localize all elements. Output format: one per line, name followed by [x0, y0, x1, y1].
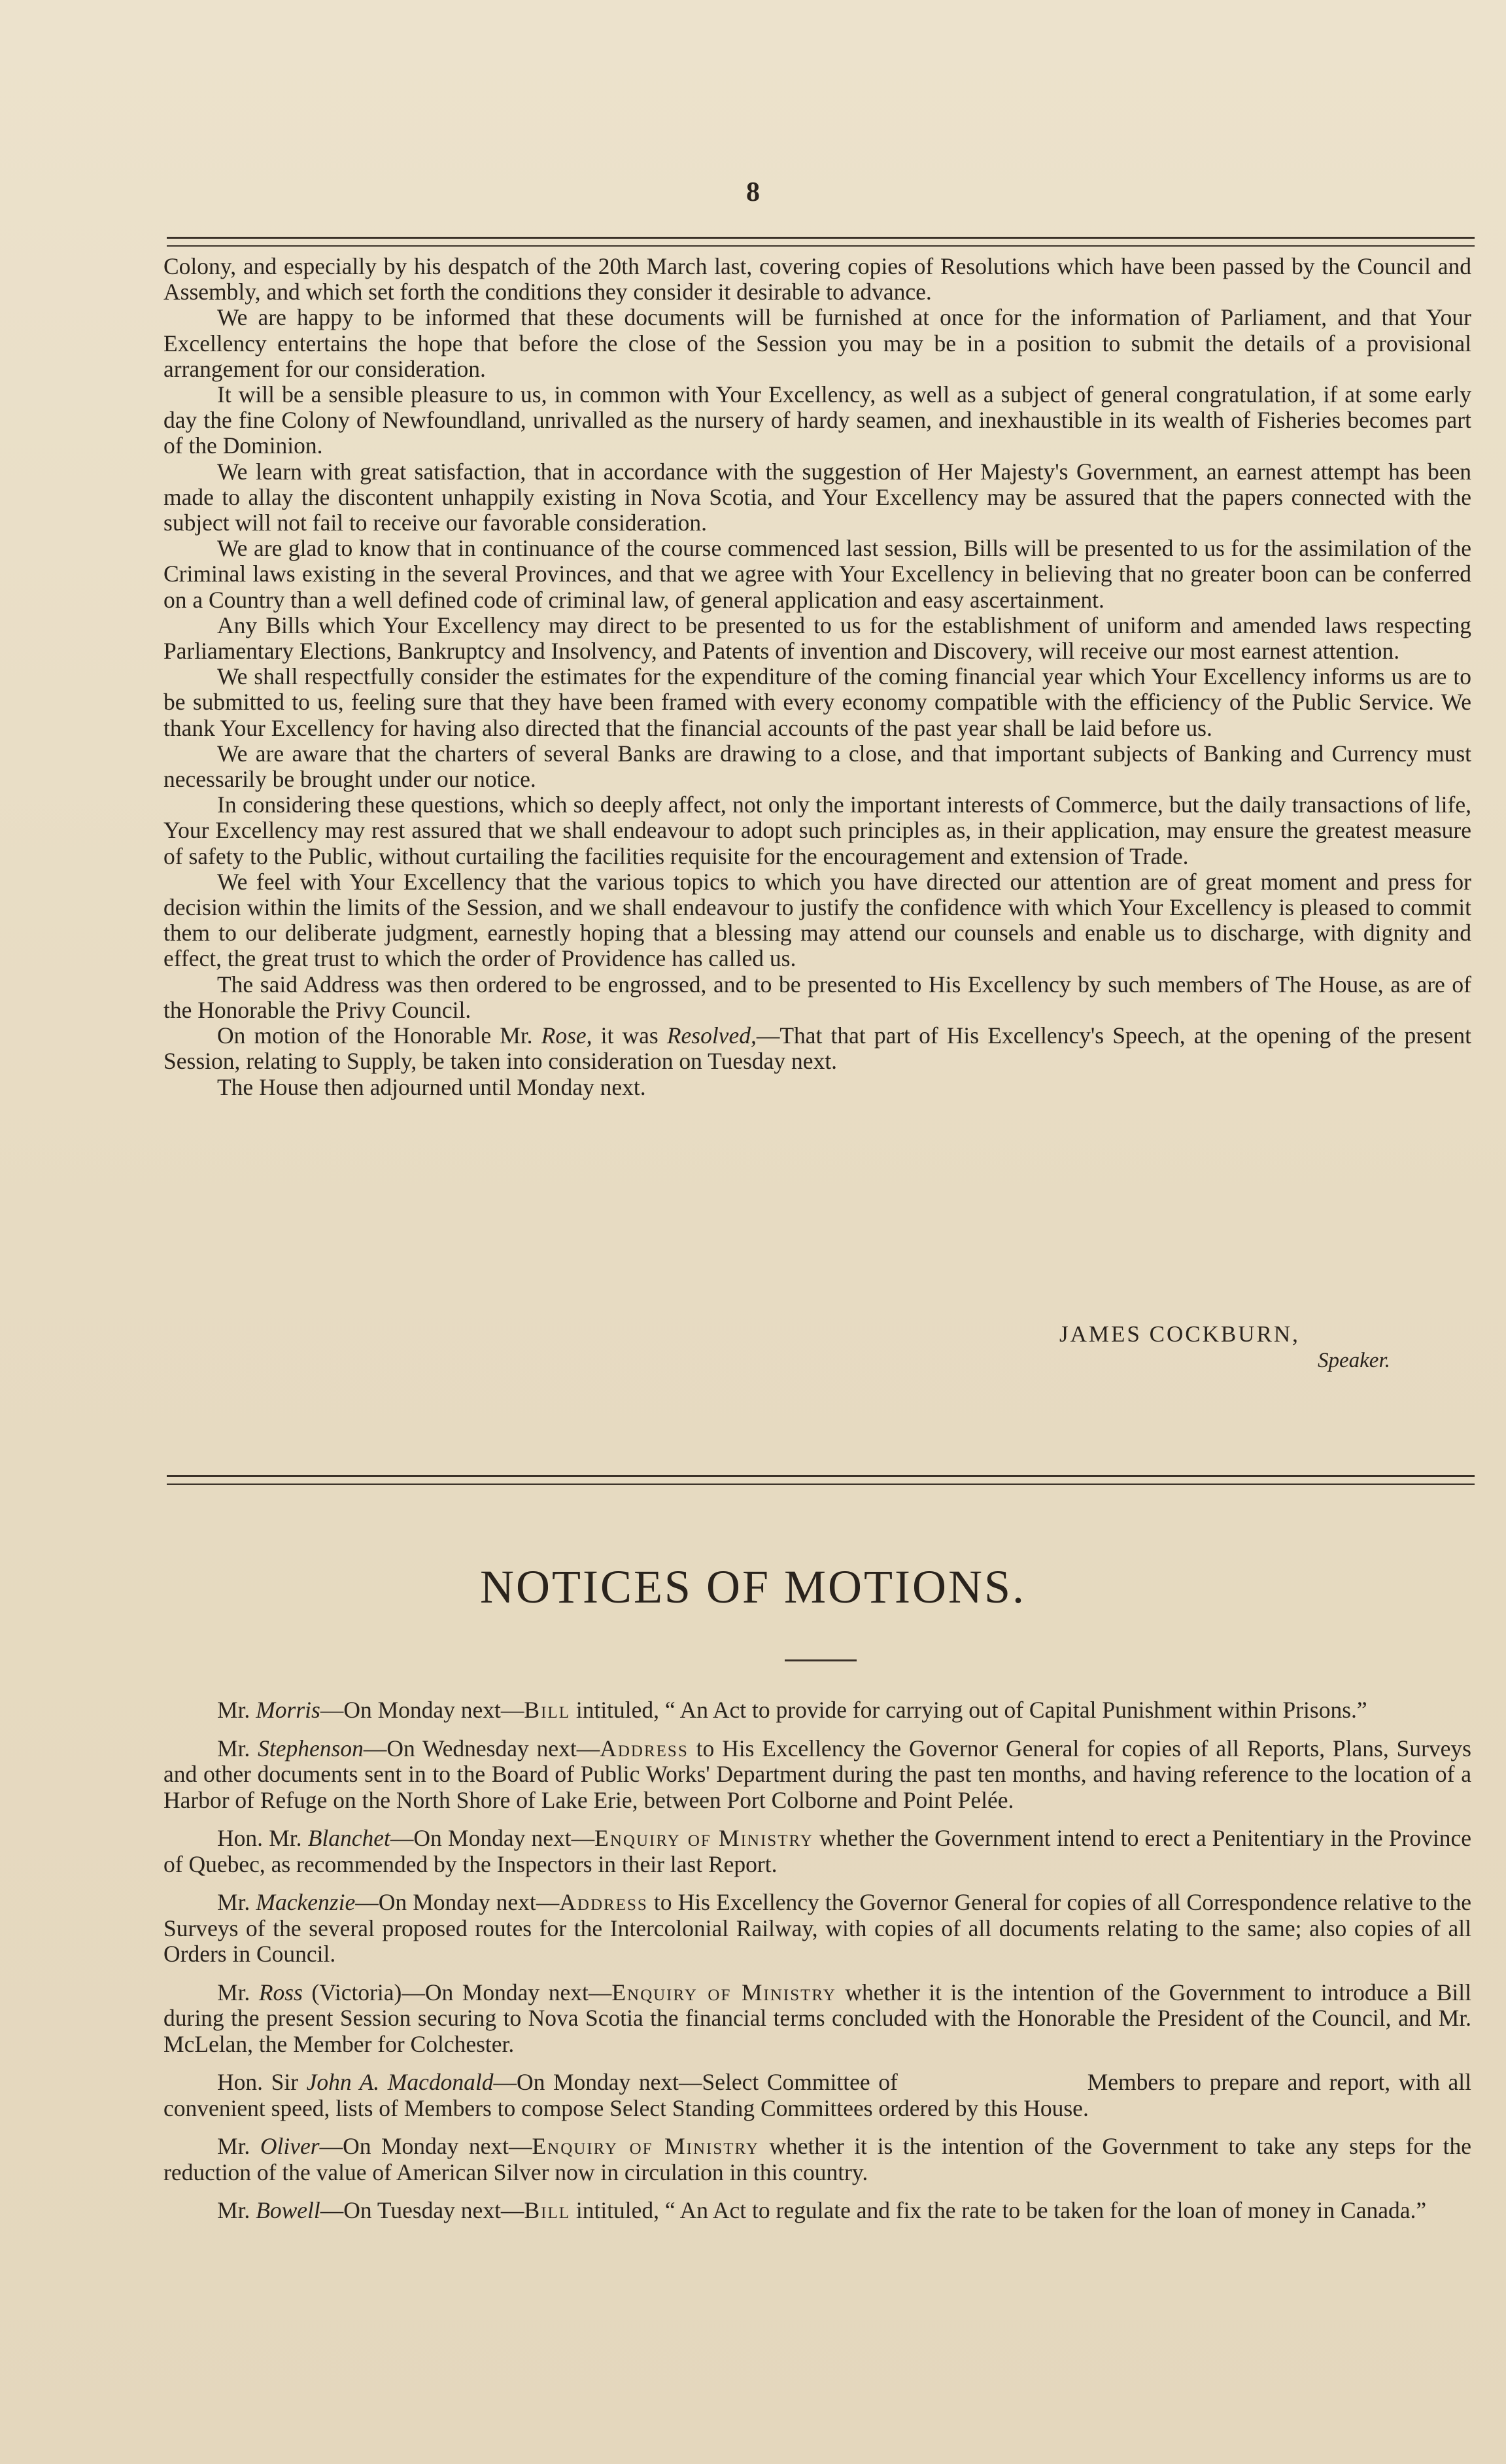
member-name: Stephenson [258, 1735, 364, 1761]
notice-text: whether the Government intend to erect a Penitentiary in the Province of Quebec, as recommended by the Inspectors in their last Report. [163, 1825, 1471, 1877]
notice-prefix: Mr. [217, 1697, 256, 1723]
address-paragraph: We are happy to be informed that these documents will be furnished at once for the information of Parliament, and that Your Excellency entertains the hope that before the close of the Session you may be in a position to submit the details of a provisional arrangement for our consideration. [163, 304, 1471, 382]
member-name: Bowell [256, 2197, 320, 2223]
section-rule [167, 1475, 1475, 1485]
notice-date: —On Monday next— [320, 1697, 524, 1723]
notice-date: —On Tuesday next— [320, 2197, 524, 2223]
notice-kind: Enquiry of Ministry [611, 1979, 836, 2005]
address-body [163, 254, 1471, 1100]
page-number: 8 [746, 177, 760, 207]
notice-item [163, 1826, 1471, 1877]
notice-text: whether it is the intention of the Government to take any steps for the reduction of the value of American Silver now in circulation in this country. [163, 2133, 1471, 2185]
adjourned-paragraph: The House then adjourned until Monday next. [217, 1073, 646, 1100]
notice-prefix: Mr. [217, 2197, 256, 2223]
motion-text: it was [592, 1022, 667, 1049]
notice-kind: Address [600, 1735, 689, 1761]
notice-prefix: Mr. [217, 1889, 256, 1915]
address-paragraph: It will be a sensible pleasure to us, in common with Your Excellency, as well as a subject of general congratulation, if at some early day the fine Colony of Newfoundland, unrivalled as the nursery of hardy seamen, and inexhaustible in its wealth of Fisheries becomes part of the Dominion. [163, 381, 1471, 459]
member-name: Blanchet [307, 1825, 390, 1851]
member-name: Morris [256, 1697, 320, 1723]
motion-rose-paragraph [163, 1023, 1471, 1074]
notice-prefix: Hon. Sir [217, 2069, 307, 2095]
speaker-title: Speaker. [1318, 1349, 1390, 1372]
member-name: Ross [258, 1979, 303, 2005]
notice-text: intituled, “ An Act to regulate and fix the rate to be taken for the loan of money in Canada.” [570, 2197, 1427, 2223]
address-paragraph: Any Bills which Your Excellency may direct to be presented to us for the establishment of uniform and amended laws respecting Parliamentary Elections, Bankruptcy and Insolvency, and Patents of invention and Discovery, will receive our most earnest attention. [163, 612, 1471, 665]
notice-item [163, 1980, 1471, 2058]
address-paragraph: We are glad to know that in continuance of the course commenced last session, Bills will be presented to us for the assimilation of the Criminal laws existing in the several Provinces, and that we agree with Your Excellency in believing that no greater boon can be conferred on a Country than a well defined code of criminal law, of general application and easy ascertainment. [163, 535, 1471, 613]
notice-item [163, 2134, 1471, 2185]
member-name: John A. Macdonald [306, 2069, 494, 2095]
member-name: Mackenzie [256, 1889, 356, 1915]
notice-text: intituled, “ An Act to provide for carrying out of Capital Punishment within Prisons.” [570, 1697, 1367, 1723]
notice-prefix: Mr. [217, 2133, 260, 2159]
notice-prefix: Mr. [217, 1735, 258, 1761]
notice-item [163, 2198, 1471, 2224]
notice-text: whether it is the intention of the Government to introduce a Bill during the present Session securing to Nova Scotia the financial terms concluded with the Honorable the President of the Council, and Mr. McLelan, the Member for Colchester. [163, 1979, 1471, 2057]
motion-text: On motion of the Honorable Mr. [217, 1022, 541, 1049]
address-paragraph: We shall respectfully consider the estimates for the expenditure of the coming financial year which Your Excellency informs us are to be submitted to us, feeling sure that they have been framed with every economy compatible with the efficiency of the Public Service. We thank Your Excellency for having also directed that the financial accounts of the past year shall be laid before us. [163, 663, 1471, 741]
address-paragraph: We are aware that the charters of several Banks are drawing to a close, and that important subjects of Banking and Currency must necessarily be brought under our notice. [163, 740, 1471, 793]
notice-kind: Enquiry of Ministry [594, 1825, 813, 1851]
notice-date: (Victoria)—On Monday next— [302, 1979, 612, 2005]
address-paragraph: We learn with great satisfaction, that in accordance with the suggestion of Her Majesty's Government, an earnest attempt has been made to allay the discontent unhappily existing in Nova Scotia, and Your Excellency may be assured that the papers connected with the subject will not fail to receive our favorable consideration. [163, 458, 1471, 536]
speaker-signature: JAMES COCKBURN, [1059, 1321, 1300, 1347]
notice-date: —On Monday next— [390, 1825, 595, 1851]
address-paragraph: We feel with Your Excellency that the various topics to which you have directed our attention are of great moment and press for decision within the limits of the Session, and we shall endeavour to justify the confidence with which Your Excellency is pleased to commit them to our deliberate judgment, earnestly hoping that a blessing may attend our counsels and enable us to discharge, with dignity and effect, the great trust to which the order of Providence has called us. [163, 868, 1471, 972]
notice-kind: Bill [524, 2197, 570, 2223]
notice-item [163, 1890, 1471, 1968]
title-underline [785, 1659, 857, 1661]
notices-title: NOTICES OF MOTIONS. [479, 1561, 1027, 1613]
address-paragraph: The said Address was then ordered to be engrossed, and to be presented to His Excellency by such members of The House, as are of the Honorable the Privy Council. [163, 971, 1471, 1023]
notice-kind: Enquiry of Ministry [532, 2133, 759, 2159]
notice-kind: Bill [524, 1697, 570, 1723]
motion-text: —That that part of His Excellency's Speech, at the opening of the present Session, relating to Supply, be taken into consideration on Tuesday next. [163, 1022, 1472, 1075]
notice-text: to His Excellency the Governor General for copies of all Correspondence relative to the Surveys of the several proposed routes for the Intercolonial Railway, with copies of all documents relating to the same; also copies of all Orders in Council. [163, 1889, 1471, 1967]
address-paragraph: Colony, and especially by his despatch of the 20th March last, covering copies of Resolutions which have been passed by the Council and Assembly, and which set forth the conditions they consider it desirable to advance. [163, 253, 1471, 305]
notice-item [163, 1697, 1471, 1724]
notice-item [163, 1736, 1471, 1814]
notice-date: —On Monday next— [319, 2133, 532, 2159]
notice-text: to His Excellency the Governor General for copies of all Reports, Plans, Surveys and other documents sent in to the Board of Public Works' Department during the past ten months, and having reference to the location of a Harbor of Refuge on the North Shore of Lake Erie, between Port Colborne and Point Pelée. [163, 1735, 1471, 1813]
notice-item [163, 2069, 1477, 2121]
notice-date: —On Wednesday next— [363, 1735, 600, 1761]
notice-date: —On Monday next— [493, 2069, 702, 2095]
notices-list [163, 1697, 1477, 2236]
member-name: Oliver [260, 2133, 320, 2159]
address-paragraph: In considering these questions, which so deeply affect, not only the important interests of Commerce, but the daily transactions of life, Your Excellency may rest assured that we shall endeavour to adopt such principles as, in their application, may ensure the greatest measure of safety to the Public, without curtailing the facilities requisite for the encouragement and extension of Trade. [163, 791, 1471, 869]
notice-text: Select Committee of Members to prepare and report, with all convenient speed, lists of Members to compose Select Standing Committees ordered by this House. [163, 2069, 1477, 2121]
member-name: Rose, [541, 1022, 592, 1049]
notice-prefix: Mr. [217, 1979, 259, 2005]
notice-date: —On Monday next— [355, 1889, 560, 1915]
resolved-word: Resolved, [666, 1022, 757, 1049]
header-rule [167, 237, 1475, 247]
notice-kind: Address [559, 1889, 648, 1915]
notice-prefix: Hon. Mr. [217, 1825, 308, 1851]
